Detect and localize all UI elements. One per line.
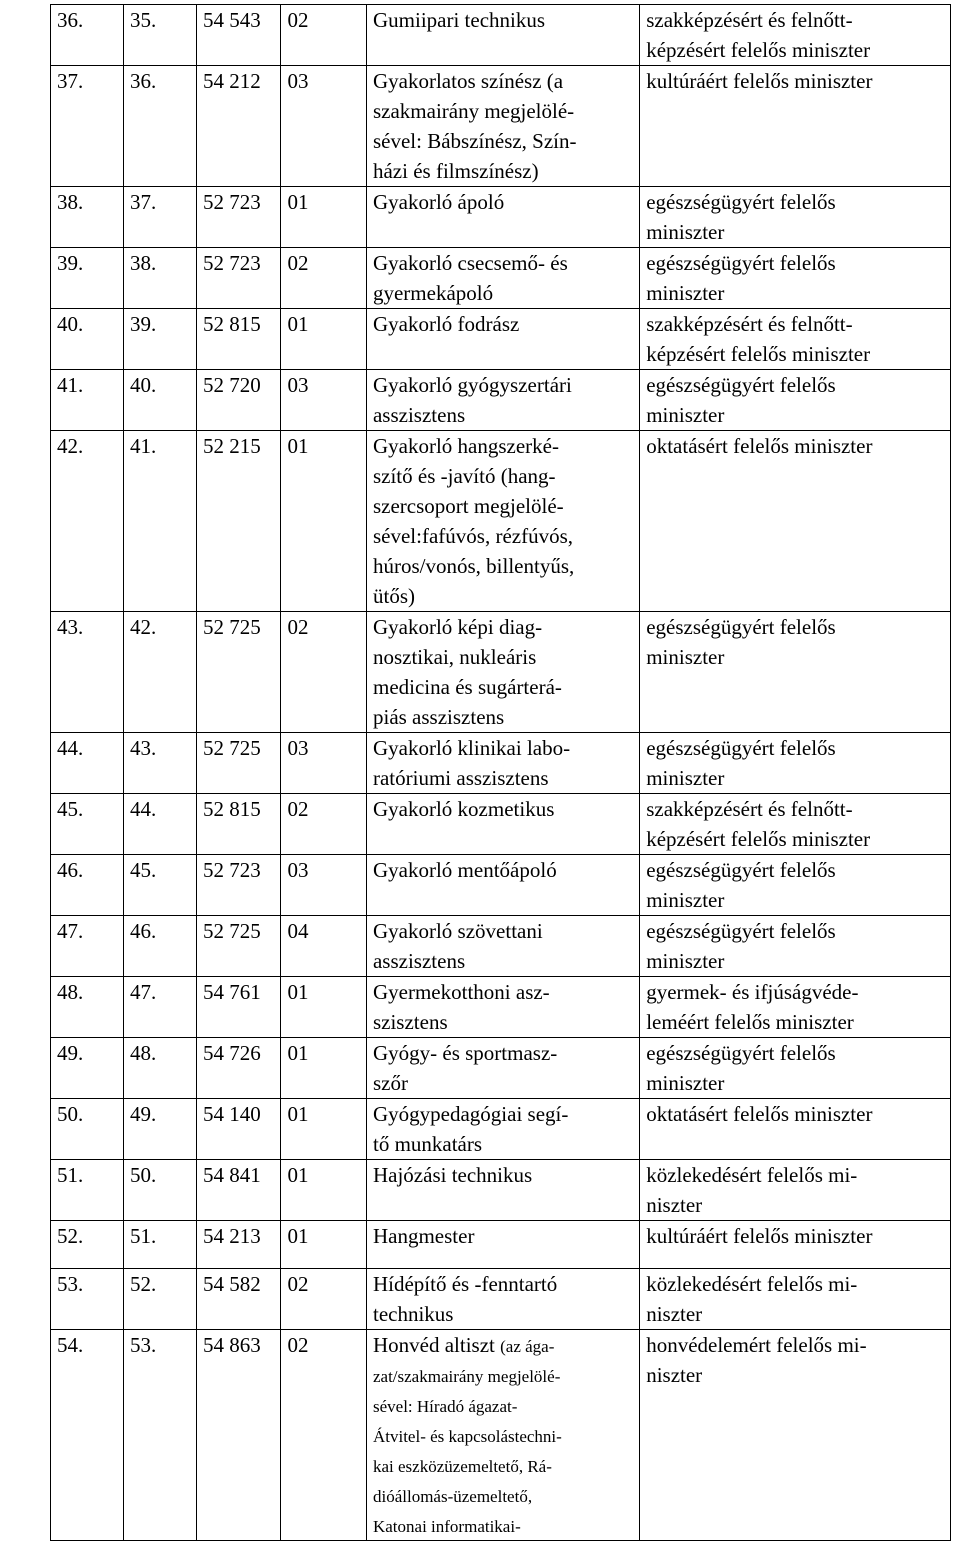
row-number (51, 309, 124, 370)
row-number-text: 37. (57, 69, 84, 93)
code-main-text: 52 723 (203, 251, 261, 275)
qualification-name (366, 431, 639, 612)
qualification-name (366, 794, 639, 855)
code-suffix (281, 309, 367, 370)
qualification-name-text: Honvéd altiszt (372, 1333, 495, 1357)
responsible-minister-text: egészségügyért felelős miniszter (646, 1041, 836, 1095)
code-main-text: 54 582 (203, 1272, 261, 1296)
code-suffix-text: 01 (287, 312, 309, 336)
qualification-name (366, 1221, 639, 1269)
old-number-text: 50. (130, 1163, 157, 1187)
responsible-minister (640, 1221, 951, 1269)
code-suffix (281, 612, 367, 733)
qualification-name-text: Gyakorló gyógyszertári asszisztens (372, 373, 572, 427)
qualification-name (366, 733, 639, 794)
old-number (124, 370, 197, 431)
responsible-minister (640, 916, 951, 977)
code-main-text: 52 725 (203, 615, 261, 639)
code-main-text: 52 720 (203, 373, 261, 397)
code-suffix (281, 1038, 367, 1099)
row-number-text: 40. (57, 312, 84, 336)
responsible-minister (640, 1038, 951, 1099)
qualification-name-text: Gyógy- és sportmasz- szőr (372, 1041, 558, 1095)
table-row (51, 1160, 951, 1221)
responsible-minister-text: közlekedésért felelős mi- niszter (646, 1272, 858, 1326)
code-suffix (281, 370, 367, 431)
qualification-name (366, 1160, 639, 1221)
responsible-minister (640, 1160, 951, 1221)
qualification-name-text: Gyakorlatos színész (a szakmairány megjelölé- sével: Bábszínész, Szín- házi és filmszínész) (372, 69, 577, 183)
qualification-name (366, 370, 639, 431)
table-row (51, 370, 951, 431)
code-suffix-text: 01 (287, 1041, 309, 1065)
qualification-name (366, 1269, 639, 1330)
code-main-text: 52 723 (203, 190, 261, 214)
code-main (197, 1330, 281, 1541)
code-main (197, 248, 281, 309)
row-number-text: 43. (57, 615, 84, 639)
old-number (124, 1099, 197, 1160)
qualification-name (366, 248, 639, 309)
table-row (51, 1099, 951, 1160)
code-suffix (281, 187, 367, 248)
code-main-text: 52 815 (203, 797, 261, 821)
code-suffix-text: 01 (287, 434, 309, 458)
row-number (51, 1269, 124, 1330)
table-row (51, 1038, 951, 1099)
table-row (51, 431, 951, 612)
row-number (51, 794, 124, 855)
table-row (51, 1330, 951, 1541)
qualification-name (366, 855, 639, 916)
old-number (124, 5, 197, 66)
responsible-minister (640, 855, 951, 916)
qualification-name-text: Hangmester (372, 1224, 475, 1248)
code-main-text: 54 841 (203, 1163, 261, 1187)
row-number (51, 66, 124, 187)
responsible-minister (640, 1330, 951, 1541)
qualification-name-text: Gyakorló mentőápoló (372, 858, 557, 882)
row-number-text: 42. (57, 434, 84, 458)
code-suffix (281, 431, 367, 612)
row-number-text: 36. (57, 8, 84, 32)
old-number-text: 44. (130, 797, 157, 821)
code-suffix-text: 03 (287, 858, 309, 882)
code-main (197, 370, 281, 431)
row-number (51, 1038, 124, 1099)
code-suffix (281, 1269, 367, 1330)
code-main-text: 54 543 (203, 8, 261, 32)
qualification-name (366, 309, 639, 370)
qualification-name-text: Gyakorló kozmetikus (372, 797, 555, 821)
old-number-text: 48. (130, 1041, 157, 1065)
code-suffix (281, 1330, 367, 1541)
qualification-name-text: Gyakorló képi diag- nosztikai, nukleáris medicina és sugárterá- piás asszisztens (372, 615, 562, 729)
code-main (197, 916, 281, 977)
old-number (124, 733, 197, 794)
old-number-text: 37. (130, 190, 157, 214)
table-row (51, 1269, 951, 1330)
row-number (51, 1330, 124, 1541)
responsible-minister-text: szakképzésért és felnőtt- képzésért felelős miniszter (646, 312, 871, 366)
table-row (51, 248, 951, 309)
old-number (124, 187, 197, 248)
code-suffix-text: 04 (287, 919, 309, 943)
old-number-text: 43. (130, 736, 157, 760)
table-body (51, 5, 951, 1541)
table-row (51, 855, 951, 916)
code-suffix (281, 248, 367, 309)
code-main (197, 431, 281, 612)
qualification-name-text: Gyakorló szövettani asszisztens (372, 919, 543, 973)
qualification-name (366, 612, 639, 733)
old-number-text: 52. (130, 1272, 157, 1296)
responsible-minister-text: oktatásért felelős miniszter (646, 1102, 873, 1126)
responsible-minister-text: egészségügyért felelős miniszter (646, 919, 836, 973)
responsible-minister-text: egészségügyért felelős miniszter (646, 373, 836, 427)
row-number (51, 187, 124, 248)
code-suffix-text: 02 (287, 1272, 309, 1296)
code-main (197, 855, 281, 916)
code-suffix-text: 03 (287, 69, 309, 93)
table-row (51, 977, 951, 1038)
row-number (51, 5, 124, 66)
old-number (124, 1330, 197, 1541)
qualification-name-text: Gumiipari technikus (372, 8, 546, 32)
qualification-name (366, 977, 639, 1038)
responsible-minister-text: szakképzésért és felnőtt- képzésért felelős miniszter (646, 797, 871, 851)
old-number (124, 1221, 197, 1269)
old-number (124, 916, 197, 977)
code-main-text: 52 725 (203, 736, 261, 760)
row-number-text: 47. (57, 919, 84, 943)
qualification-note: (az ága- zat/szakmairány megjelölé- sével: Híradó ágazat- Átvitel- és kapcsolástechni- kai eszközüzemeltető, Rá- dióállomás-üzemeltető, Katonai informatikai- (372, 1337, 562, 1536)
qualification-name (366, 916, 639, 977)
code-main-text: 52 725 (203, 919, 261, 943)
qualification-name-text: Gyakorló ápoló (372, 190, 505, 214)
code-suffix-text: 01 (287, 190, 309, 214)
row-number (51, 855, 124, 916)
old-number-text: 53. (130, 1333, 157, 1357)
old-number-text: 45. (130, 858, 157, 882)
old-number-text: 40. (130, 373, 157, 397)
old-number (124, 1038, 197, 1099)
old-number (124, 1160, 197, 1221)
old-number (124, 855, 197, 916)
responsible-minister (640, 5, 951, 66)
row-number-text: 45. (57, 797, 84, 821)
row-number (51, 431, 124, 612)
row-number (51, 977, 124, 1038)
code-main (197, 733, 281, 794)
row-number-text: 53. (57, 1272, 84, 1296)
table-row (51, 612, 951, 733)
code-main (197, 1221, 281, 1269)
code-suffix-text: 01 (287, 980, 309, 1004)
row-number (51, 248, 124, 309)
code-suffix-text: 01 (287, 1102, 309, 1126)
qualification-name-text: Gyakorló fodrász (372, 312, 520, 336)
table-row (51, 794, 951, 855)
code-main (197, 977, 281, 1038)
row-number (51, 1221, 124, 1269)
code-suffix-text: 01 (287, 1163, 309, 1187)
responsible-minister-text: egészségügyért felelős miniszter (646, 190, 836, 244)
code-suffix-text: 02 (287, 797, 309, 821)
table-row (51, 66, 951, 187)
code-main-text: 54 863 (203, 1333, 261, 1357)
code-main (197, 1269, 281, 1330)
table-row (51, 5, 951, 66)
row-number (51, 1160, 124, 1221)
code-suffix-text: 01 (287, 1224, 309, 1248)
code-suffix (281, 1221, 367, 1269)
responsible-minister (640, 1099, 951, 1160)
responsible-minister (640, 794, 951, 855)
old-number (124, 309, 197, 370)
responsible-minister (640, 612, 951, 733)
code-suffix-text: 03 (287, 736, 309, 760)
row-number-text: 46. (57, 858, 84, 882)
code-suffix (281, 855, 367, 916)
code-main-text: 54 212 (203, 69, 261, 93)
responsible-minister (640, 66, 951, 187)
row-number-text: 51. (57, 1163, 84, 1187)
row-number-text: 54. (57, 1333, 84, 1357)
old-number (124, 1269, 197, 1330)
responsible-minister-text: kultúráért felelős miniszter (646, 1224, 873, 1248)
qualification-name (366, 1099, 639, 1160)
code-suffix (281, 5, 367, 66)
code-main (197, 1160, 281, 1221)
code-suffix-text: 02 (287, 8, 309, 32)
row-number-text: 50. (57, 1102, 84, 1126)
code-suffix (281, 1099, 367, 1160)
responsible-minister-text: gyermek- és ifjúságvéde- leméért felelős miniszter (646, 980, 859, 1034)
row-number (51, 916, 124, 977)
code-main (197, 794, 281, 855)
qualification-table (50, 4, 951, 1541)
row-number (51, 370, 124, 431)
qualification-name-text: Gyakorló csecsemő- és gyermekápoló (372, 251, 568, 305)
qualification-name-text: Gyermekotthoni asz- szisztens (372, 980, 550, 1034)
old-number (124, 612, 197, 733)
row-number-text: 48. (57, 980, 84, 1004)
code-suffix (281, 1160, 367, 1221)
code-suffix (281, 916, 367, 977)
code-main (197, 5, 281, 66)
row-number-text: 44. (57, 736, 84, 760)
table-row (51, 733, 951, 794)
responsible-minister (640, 370, 951, 431)
code-suffix (281, 733, 367, 794)
code-suffix-text: 02 (287, 615, 309, 639)
old-number-text: 35. (130, 8, 157, 32)
qualification-name-text: Gyakorló klinikai labo- ratóriumi asszisztens (372, 736, 571, 790)
qualification-name-text: Hídépítő és -fenntartó technikus (372, 1272, 558, 1326)
code-main (197, 66, 281, 187)
row-number-text: 39. (57, 251, 84, 275)
code-suffix-text: 02 (287, 1333, 309, 1357)
responsible-minister-text: szakképzésért és felnőtt- képzésért felelős miniszter (646, 8, 871, 62)
responsible-minister-text: egészségügyért felelős miniszter (646, 251, 836, 305)
responsible-minister (640, 309, 951, 370)
old-number-text: 39. (130, 312, 157, 336)
qualification-name (366, 1330, 639, 1541)
code-main-text: 54 140 (203, 1102, 261, 1126)
responsible-minister-text: egészségügyért felelős miniszter (646, 858, 836, 912)
old-number-text: 47. (130, 980, 157, 1004)
code-suffix (281, 794, 367, 855)
old-number (124, 977, 197, 1038)
responsible-minister-text: egészségügyért felelős miniszter (646, 615, 836, 669)
row-number (51, 612, 124, 733)
old-number-text: 46. (130, 919, 157, 943)
responsible-minister-text: oktatásért felelős miniszter (646, 434, 873, 458)
responsible-minister (640, 733, 951, 794)
old-number (124, 794, 197, 855)
row-number-text: 49. (57, 1041, 84, 1065)
responsible-minister (640, 977, 951, 1038)
responsible-minister (640, 187, 951, 248)
row-number-text: 41. (57, 373, 84, 397)
old-number (124, 248, 197, 309)
code-suffix-text: 03 (287, 373, 309, 397)
old-number-text: 41. (130, 434, 157, 458)
row-number-text: 52. (57, 1224, 84, 1248)
row-number (51, 733, 124, 794)
old-number-text: 38. (130, 251, 157, 275)
responsible-minister-text: honvédelemért felelős mi- niszter (646, 1333, 867, 1387)
code-main-text: 54 726 (203, 1041, 261, 1065)
code-main (197, 612, 281, 733)
old-number (124, 66, 197, 187)
old-number-text: 49. (130, 1102, 157, 1126)
qualification-name (366, 66, 639, 187)
table-row (51, 309, 951, 370)
code-main-text: 54 761 (203, 980, 261, 1004)
old-number-text: 42. (130, 615, 157, 639)
responsible-minister-text: kultúráért felelős miniszter (646, 69, 873, 93)
old-number (124, 431, 197, 612)
code-main (197, 309, 281, 370)
code-main (197, 1038, 281, 1099)
row-number (51, 1099, 124, 1160)
responsible-minister-text: egészségügyért felelős miniszter (646, 736, 836, 790)
code-suffix (281, 66, 367, 187)
code-main-text: 52 215 (203, 434, 261, 458)
qualification-name-text: Gyógypedagógiai segí- tő munkatárs (372, 1102, 569, 1156)
row-number-text: 38. (57, 190, 84, 214)
table-row (51, 1221, 951, 1269)
responsible-minister-text: közlekedésért felelős mi- niszter (646, 1163, 858, 1217)
table-row (51, 916, 951, 977)
qualification-name (366, 5, 639, 66)
responsible-minister (640, 248, 951, 309)
code-main-text: 52 723 (203, 858, 261, 882)
responsible-minister (640, 431, 951, 612)
old-number-text: 51. (130, 1224, 157, 1248)
qualification-name-text: Gyakorló hangszerké- szítő és -javító (hang- szercsoport megjelölé- sével:fafúvós, rézfúvós, húros/vonós, billentyűs, ütős) (372, 434, 575, 608)
qualification-name (366, 187, 639, 248)
code-main (197, 187, 281, 248)
qualification-name-text: Hajózási technikus (372, 1163, 533, 1187)
responsible-minister (640, 1269, 951, 1330)
code-main-text: 54 213 (203, 1224, 261, 1248)
qualification-name (366, 1038, 639, 1099)
code-main-text: 52 815 (203, 312, 261, 336)
code-main (197, 1099, 281, 1160)
old-number-text: 36. (130, 69, 157, 93)
code-suffix (281, 977, 367, 1038)
code-suffix-text: 02 (287, 251, 309, 275)
table-row (51, 187, 951, 248)
